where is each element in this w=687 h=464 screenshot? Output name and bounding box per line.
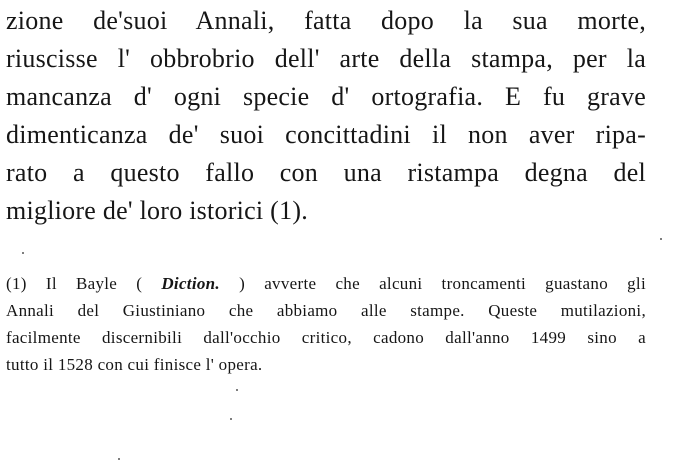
text-line — [6, 78, 646, 116]
text-line-content: mancanza d' ogni specie d' ortografia. E fu grave — [6, 82, 646, 111]
footnote-line — [6, 270, 646, 297]
footnote-text: (1) Il Bayle ( — [6, 274, 162, 293]
paper-speck — [660, 238, 662, 240]
footnote-block — [6, 270, 646, 378]
main-text-block — [6, 2, 646, 230]
text-line — [6, 2, 646, 40]
paper-speck — [236, 389, 238, 391]
footnote-citation: Diction. — [161, 274, 220, 293]
footnote-line: Annali del Giustiniano che abbiamo alle stampe. Queste mutilazioni, — [6, 301, 646, 320]
text-line — [6, 40, 646, 78]
footnote-text: ) avverte che alcuni troncamenti guastano gli — [219, 274, 646, 293]
footnote-line: tutto il 1528 con cui finisce l' opera. — [6, 355, 263, 374]
paper-speck — [118, 458, 120, 460]
text-line-content: zione de'suoi Annali, fatta dopo la sua morte, — [6, 6, 646, 35]
text-line — [6, 116, 646, 154]
text-line-content: rato a questo fallo con una ristampa degna del — [6, 158, 646, 187]
paper-speck — [22, 252, 24, 254]
text-line — [6, 154, 646, 192]
text-line — [6, 192, 646, 230]
text-line-content: dimenticanza de' suoi concittadini il non aver ripa- — [6, 120, 646, 149]
text-line-content: migliore de' loro istorici (1). — [6, 196, 308, 225]
text-line-content: riuscisse l' obbrobrio dell' arte della stampa, per la — [6, 44, 646, 73]
footnote-line: facilmente discernibili dall'occhio critico, cadono dall'anno 1499 sino a — [6, 328, 646, 347]
paper-speck — [230, 418, 232, 420]
